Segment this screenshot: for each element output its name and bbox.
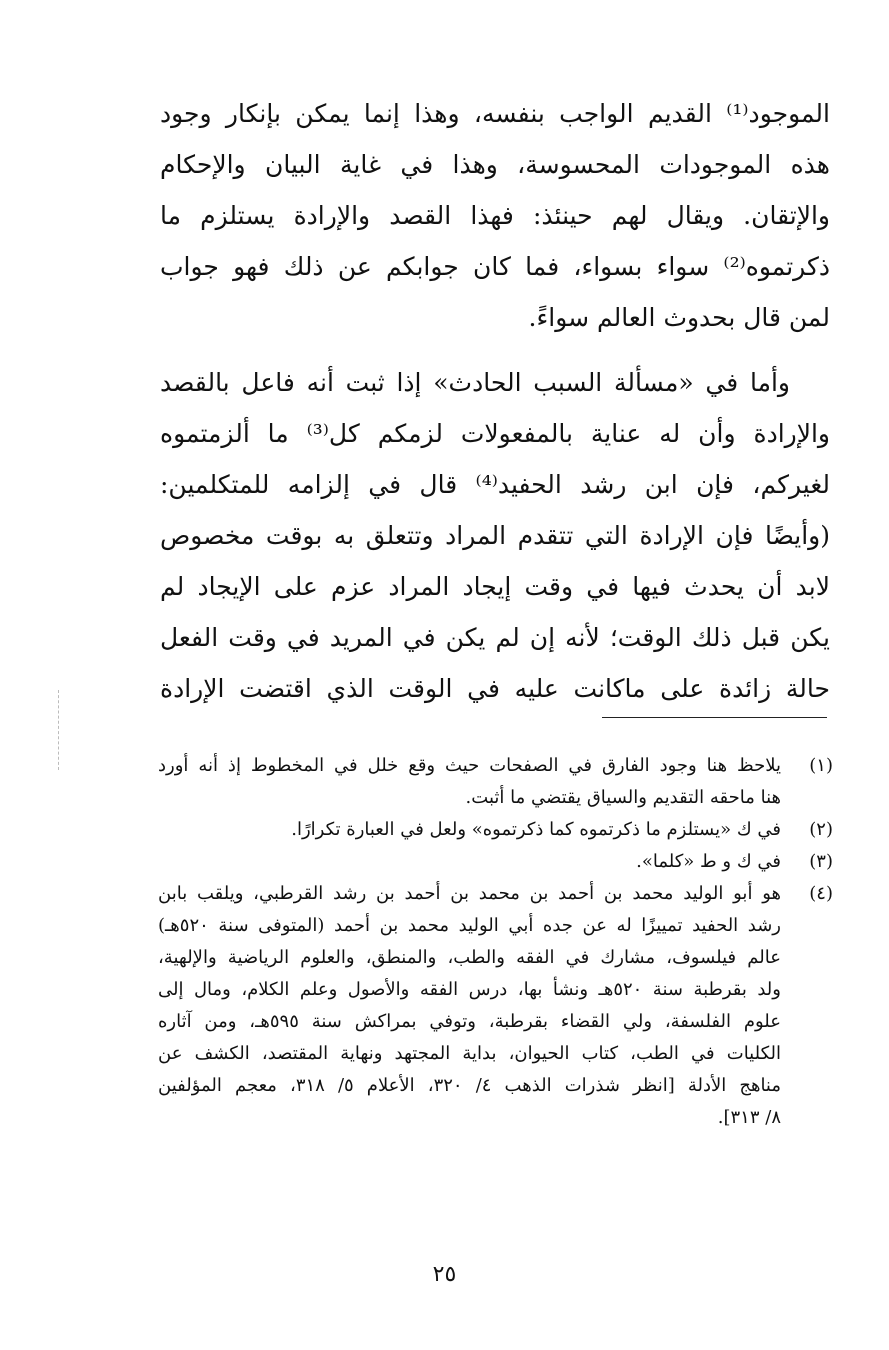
text-line: وأما في «مسألة السبب الحادث» إذا ثبت أنه فاعل بالقصد — [160, 368, 790, 397]
footnote-number: (٣) — [809, 851, 833, 872]
footnote-number: (٤) — [809, 883, 833, 904]
footnote-line: عالم فيلسوف، مشارك في الفقه والطب، والمنطق، والعلوم الرياضية والإلهية، — [158, 947, 781, 968]
text-line: لمن قال بحدوث العالم سواءً. — [528, 303, 830, 332]
footnote-line: مناهج الأدلة [انظر شذرات الذهب ٤/ ٣٢٠، الأعلام ٥/ ٣١٨، معجم المؤلفين — [158, 1075, 781, 1096]
footnote-line: رشد الحفيد تمييزًا له عن جده أبي الوليد محمد بن أحمد (المتوفى سنة ٥٢٠هـ) — [158, 915, 781, 936]
text-line: ذكرتموه⁽²⁾ سواء بسواء، فما كان جوابكم عن ذلك فهو جواب — [160, 252, 830, 281]
footnote-number: (١) — [809, 755, 833, 776]
footnote-1 — [158, 750, 833, 814]
footnote-2 — [158, 814, 833, 846]
text-line: لغيركم، فإن ابن رشد الحفيد⁽⁴⁾ قال في إلزامه للمتكلمين: — [160, 470, 830, 499]
page-number: ٢٥ — [432, 1262, 457, 1287]
footnote-line: هو أبو الوليد محمد بن أحمد بن محمد بن أحمد بن رشد القرطبي، ويلقب بابن — [158, 883, 781, 904]
footnote-line: هنا ماحقه التقديم والسياق يقتضي ما أثبت. — [465, 787, 781, 808]
footnote-line: ٨/ ٣١٣]. — [717, 1107, 781, 1128]
footnote-separator — [602, 717, 827, 718]
text-line: (وأيضًا فإن الإرادة التي تتقدم المراد وتتعلق به بوقت مخصوص — [160, 521, 830, 550]
text-line: هذه الموجودات المحسوسة، وهذا في غاية البيان والإحكام — [160, 150, 830, 179]
footnote-number: (٢) — [809, 819, 833, 840]
main-text — [160, 88, 830, 714]
footnote-4 — [158, 878, 833, 1134]
text-line: الموجود⁽¹⁾ القديم الواجب بنفسه، وهذا إنما يمكن بإنكار وجود — [160, 99, 830, 128]
binding-mark — [58, 690, 59, 770]
text-line: يكن قبل ذلك الوقت؛ لأنه إن لم يكن في المريد في وقت الفعل — [160, 623, 830, 652]
footnotes — [158, 750, 833, 1134]
text-line: والإتقان. ويقال لهم حينئذ: فهذا القصد والإرادة يستلزم ما — [160, 201, 830, 230]
footnote-3 — [158, 846, 833, 878]
footnote-line: في ك و ط «كلما». — [636, 851, 781, 872]
footnote-line: يلاحظ هنا وجود الفارق في الصفحات حيث وقع خلل في المخطوط إذ أنه أورد — [158, 755, 781, 776]
text-line: والإرادة وأن له عناية بالمفعولات لزمكم كل⁽³⁾ ما ألزمتموه — [160, 419, 830, 448]
text-line: لابد أن يحدث فيها في وقت إيجاد المراد عزم على الإيجاد لم — [160, 572, 830, 601]
footnote-line: علوم الفلسفة، ولي القضاء بقرطبة، وتوفي بمراكش سنة ٥٩٥هـ، ومن آثاره — [158, 1011, 781, 1032]
footnote-line: في ك «يستلزم ما ذكرتموه كما ذكرتموه» ولعل في العبارة تكرارًا. — [291, 819, 781, 840]
footnote-line: الكليات في الطب، كتاب الحيوان، بداية المجتهد ونهاية المقتصد، الكشف عن — [158, 1043, 781, 1064]
text-line: حالة زائدة على ماكانت عليه في الوقت الذي اقتضت الإرادة — [160, 674, 830, 703]
footnote-line: ولد بقرطبة سنة ٥٢٠هـ ونشأ بها، درس الفقه والأصول وعلم الكلام، ومال إلى — [158, 979, 781, 1000]
